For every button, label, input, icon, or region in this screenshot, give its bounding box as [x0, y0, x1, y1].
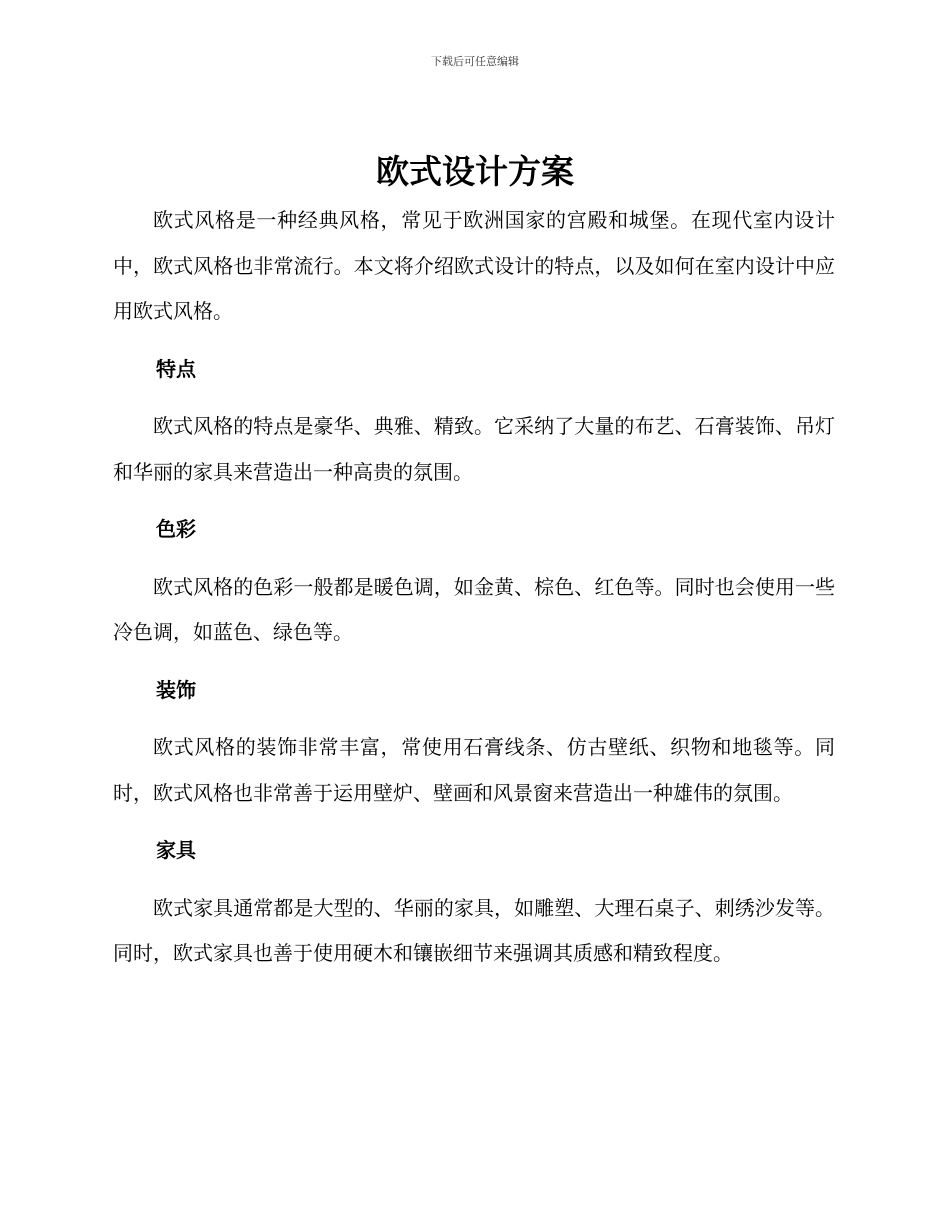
- section-decoration: [113, 668, 835, 817]
- section-heading: 家具: [156, 838, 196, 862]
- spacer: [113, 874, 835, 886]
- section-furniture: [113, 828, 835, 977]
- section-heading: 特点: [156, 356, 196, 381]
- spacer: [113, 495, 835, 507]
- document-title: 欧式设计方案: [376, 152, 574, 191]
- section-colors: [113, 507, 835, 656]
- spacer: [113, 816, 835, 828]
- spacer: [113, 713, 835, 725]
- section-paragraph: 欧式风格的装饰非常丰富，常使用石膏线条、仿古壁纸、织物和地毯等。同时，欧式风格也非常善于运用壁炉、壁画和风景窗来营造出一种雄伟的氛围。: [113, 735, 835, 805]
- spacer: [113, 656, 835, 668]
- intro-paragraph: 欧式风格是一种经典风格，常见于欧洲国家的宫殿和城堡。在现代室内设计中，欧式风格也非常流行。本文将介绍欧式设计的特点，以及如何在室内设计中应用欧式风格。: [113, 208, 835, 323]
- section-paragraph: 欧式风格的色彩一般都是暖色调，如金黄、棕色、红色等。同时也会使用一些冷色调，如蓝色、绿色等。: [113, 574, 835, 644]
- section-heading: 色彩: [156, 517, 196, 541]
- section-paragraph: 欧式家具通常都是大型的、华丽的家具，如雕塑、大理石桌子、刺绣沙发等。同时，欧式家具也善于使用硬木和镶嵌细节来强调其质感和精致程度。: [113, 895, 835, 965]
- spacer: [113, 335, 835, 347]
- page-header-note: 下载后可任意编辑: [431, 55, 519, 68]
- document-body: [113, 198, 835, 977]
- section-heading: 装饰: [156, 677, 196, 702]
- section-paragraph: 欧式风格的特点是豪华、典雅、精致。它采纳了大量的布艺、石膏装饰、吊灯和华丽的家具来营造出一种高贵的氛围。: [113, 414, 835, 484]
- section-features: [113, 347, 835, 496]
- spacer: [113, 392, 835, 404]
- spacer: [113, 553, 835, 565]
